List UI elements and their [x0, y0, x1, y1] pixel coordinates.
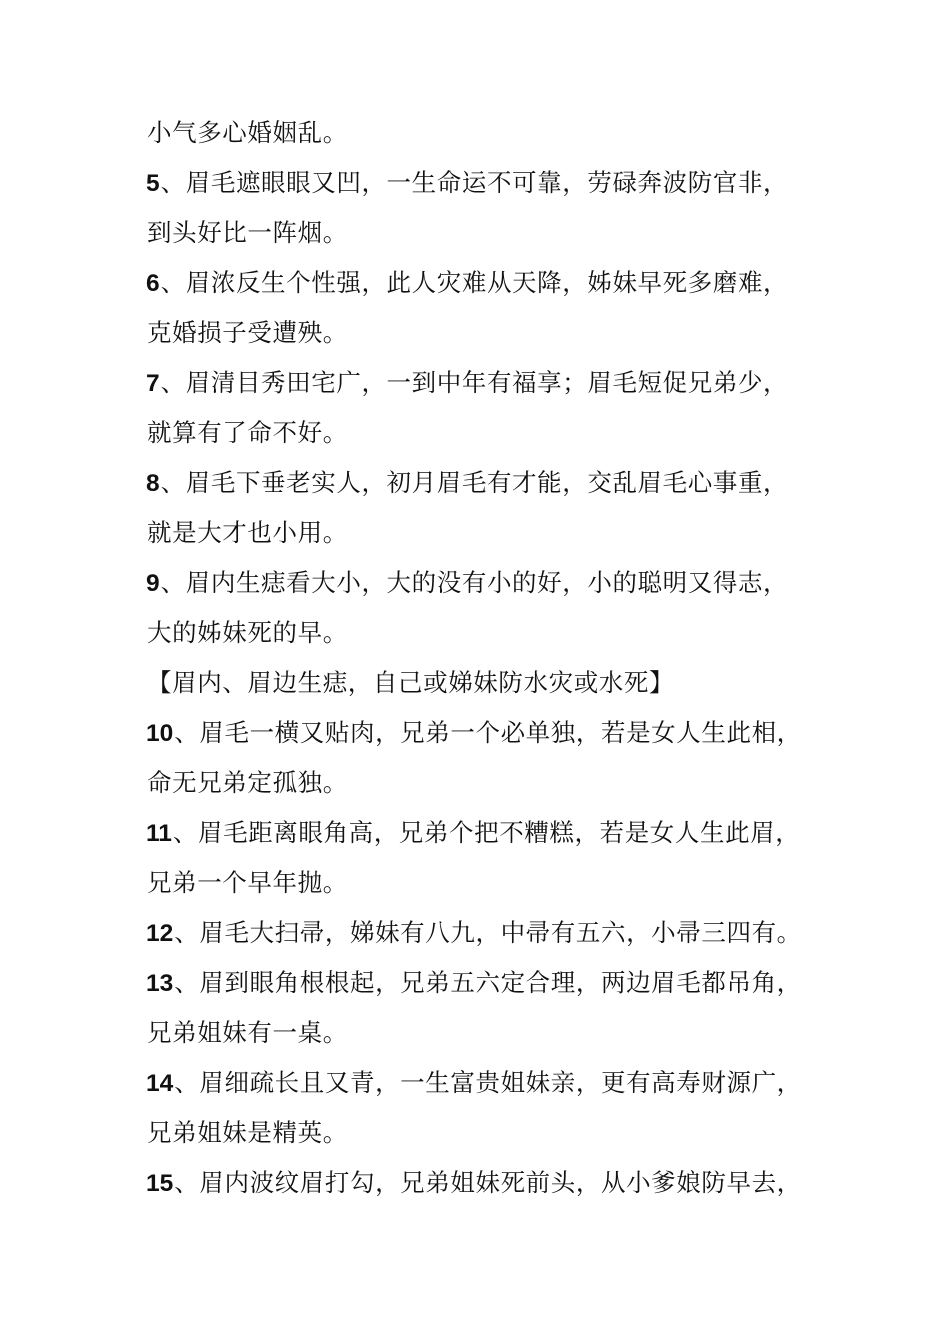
- text-line: [146, 908, 826, 958]
- line-text: 、眉毛一横又贴肉，兄弟一个必单独，若是女人生此相，: [174, 718, 802, 747]
- line-text: 到头好比一阵烟。: [147, 218, 348, 247]
- text-line: [146, 558, 826, 608]
- text-line: [146, 708, 826, 758]
- text-line: [146, 458, 826, 508]
- item-number: 15: [146, 1170, 174, 1197]
- document-page: [146, 108, 826, 1208]
- text-line: [146, 958, 826, 1008]
- text-line: [146, 158, 826, 208]
- line-text: 、眉内生痣看大小，大的没有小的好，小的聪明又得志，: [160, 568, 789, 597]
- item-number: 10: [146, 720, 174, 747]
- text-line: [146, 258, 826, 308]
- text-line: [146, 758, 826, 808]
- line-text: 【眉内、眉边生痣，自己或娣妹防水灾或水死】: [147, 668, 675, 697]
- line-text: 、眉毛下垂老实人，初月眉毛有才能，交乱眉毛心事重，: [160, 468, 789, 497]
- line-text: 兄弟姐妹有一桌。: [147, 1018, 348, 1047]
- line-text: 小气多心婚姻乱。: [147, 118, 348, 147]
- line-text: 、眉内波纹眉打勾，兄弟姐妹死前头，从小爹娘防早去，: [174, 1168, 802, 1197]
- line-text: 兄弟姐妹是精英。: [147, 1118, 348, 1147]
- item-number: 6: [146, 270, 160, 297]
- line-text: 、眉细疏长且又青，一生富贵姐妹亲，更有高寿财源广，: [174, 1068, 802, 1097]
- text-line: [146, 858, 826, 908]
- line-text: 、眉清目秀田宅广，一到中年有福享；眉毛短促兄弟少，: [160, 368, 789, 397]
- line-text: 、眉浓反生个性强，此人灾难从天降，姊妹早死多磨难，: [160, 268, 789, 297]
- item-number: 5: [146, 170, 160, 197]
- text-line: [146, 408, 826, 458]
- text-line: [146, 108, 826, 158]
- line-text: 、眉毛大扫帚，娣妹有八九，中帚有五六，小帚三四有。: [174, 918, 802, 947]
- item-number: 11: [146, 820, 172, 847]
- line-text: 克婚损子受遭殃。: [147, 318, 348, 347]
- item-number: 14: [146, 1070, 174, 1097]
- section-note: [146, 658, 826, 708]
- text-line: [146, 1058, 826, 1108]
- item-number: 8: [146, 470, 160, 497]
- line-text: 就算有了命不好。: [147, 418, 348, 447]
- text-line: [146, 308, 826, 358]
- line-text: 就是大才也小用。: [147, 518, 348, 547]
- line-text: 、眉到眼角根根起，兄弟五六定合理，两边眉毛都吊角，: [174, 968, 802, 997]
- text-line: [146, 508, 826, 558]
- item-number: 9: [146, 570, 160, 597]
- line-text: 、眉毛距离眼角高，兄弟个把不糟糕，若是女人生此眉，: [172, 818, 801, 847]
- text-line: [146, 1108, 826, 1158]
- text-line: [146, 1008, 826, 1058]
- text-line: [146, 608, 826, 658]
- text-line: [146, 208, 826, 258]
- item-number: 7: [146, 370, 160, 397]
- text-line: [146, 1158, 826, 1208]
- line-text: 大的姊妹死的早。: [147, 618, 348, 647]
- item-number: 12: [146, 920, 174, 947]
- item-number: 13: [146, 970, 174, 997]
- line-text: 兄弟一个早年抛。: [147, 868, 348, 897]
- line-text: 命无兄弟定孤独。: [147, 768, 348, 797]
- text-line: [146, 358, 826, 408]
- line-text: 、眉毛遮眼眼又凹，一生命运不可靠，劳碌奔波防官非，: [160, 168, 789, 197]
- text-line: [146, 808, 826, 858]
